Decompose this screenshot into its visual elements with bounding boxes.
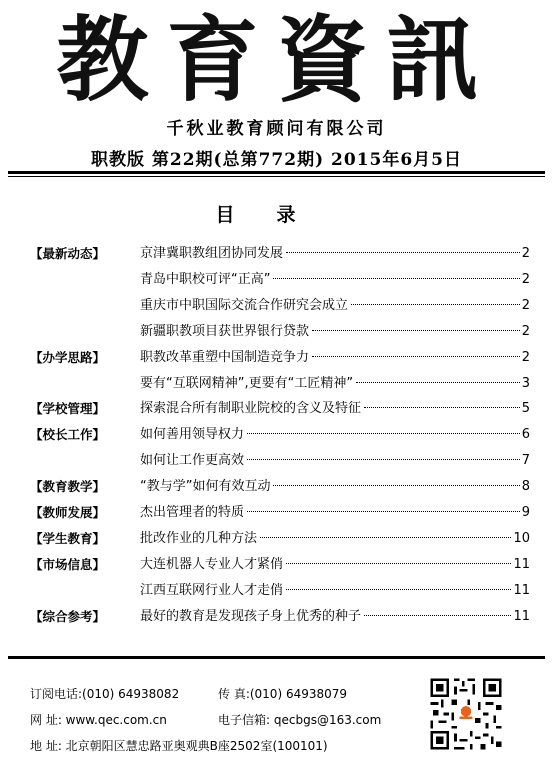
toc-page-number: 11 <box>513 608 530 624</box>
toc-page-number: 11 <box>513 582 530 598</box>
toc-entry-title: 京津冀职教组团协同发展 <box>140 246 284 261</box>
toc-page-number: 11 <box>513 556 530 572</box>
toc-entry-link[interactable] <box>140 269 530 291</box>
toc-entry-title: 如何善用领导权力 <box>140 427 245 443</box>
toc-row <box>30 321 530 343</box>
toc-category: 【学生教育】 <box>30 530 106 546</box>
toc-leader-dots <box>312 330 520 331</box>
toc-page-number: 2 <box>521 246 530 261</box>
header-divider-thin <box>8 176 545 177</box>
toc-entry-title: 最好的教育是发现孩子身上优秀的种子 <box>140 608 362 624</box>
toc-leader-dots <box>260 537 511 538</box>
toc-category: 【办学思路】 <box>30 349 106 365</box>
toc-entry-title: 重庆市中职国际交流合作研究会成立 <box>140 297 349 313</box>
company-name: 千秋业教育顾问有限公司 <box>166 119 387 139</box>
toc-leader-dots <box>247 433 520 434</box>
toc-leader-dots <box>247 459 520 460</box>
toc-page-number: 5 <box>521 401 530 417</box>
toc-page-number: 2 <box>521 297 530 313</box>
toc-category: 【教育教学】 <box>30 479 106 495</box>
toc-entry-link[interactable] <box>140 580 530 602</box>
toc-entry-link[interactable] <box>140 398 530 420</box>
toc-title: 目录 <box>215 204 338 226</box>
toc-page-number: 8 <box>521 479 530 495</box>
toc-entry-title: 江西互联网行业人才走俏 <box>140 582 284 598</box>
toc-row <box>30 424 530 446</box>
toc-leader-dots <box>364 407 520 408</box>
toc-row <box>30 554 530 576</box>
toc-row <box>30 398 530 420</box>
contact-email[interactable]: 电子信箱: qecbgs@163.com <box>218 713 382 727</box>
toc-page-number: 2 <box>521 323 530 339</box>
toc-page-number: 6 <box>521 427 530 443</box>
toc-row <box>30 476 530 498</box>
toc-entry-title: 如何让工作更高效 <box>140 453 245 469</box>
toc-leader-dots <box>286 589 511 590</box>
toc-page-number: 3 <box>521 375 530 391</box>
toc-entry-title: “教与学”如何有效互动 <box>140 479 271 495</box>
toc-row <box>30 347 530 369</box>
toc-row <box>30 373 530 395</box>
masthead-title: 教育資訊 <box>56 6 497 114</box>
toc-entry-link[interactable] <box>140 502 530 524</box>
qr-code-icon <box>428 676 504 752</box>
toc-entry-link[interactable] <box>140 450 530 472</box>
toc-page-number: 10 <box>513 530 530 546</box>
toc-leader-dots <box>356 382 520 383</box>
toc-row <box>30 269 530 291</box>
toc-entry-link[interactable] <box>140 528 530 550</box>
header-divider <box>8 171 545 174</box>
toc-entry-link[interactable] <box>140 373 530 395</box>
toc-leader-dots <box>286 563 511 564</box>
toc-leader-dots <box>286 252 520 253</box>
toc-category: 【校长工作】 <box>30 427 106 443</box>
contact-phone: 订阅电话:(010) 64938082 <box>30 687 180 701</box>
toc-entry-link[interactable] <box>140 476 530 498</box>
toc-entry-link[interactable] <box>140 243 530 265</box>
toc-category: 【学校管理】 <box>30 401 106 417</box>
toc-entry-title: 批改作业的几种方法 <box>140 530 258 546</box>
toc-category: 【最新动态】 <box>30 246 106 261</box>
contact-fax: 传 真:(010) 64938079 <box>218 687 348 701</box>
toc-category: 【市场信息】 <box>30 556 106 572</box>
toc-category: 【教师发展】 <box>30 505 106 520</box>
toc-row <box>30 243 530 265</box>
footer-divider <box>8 656 545 659</box>
toc-leader-dots <box>247 511 520 512</box>
toc-entry-link[interactable] <box>140 321 530 343</box>
issue-info: 职教版 第22期(总第772期) 2015年6月5日 <box>90 150 463 170</box>
toc-leader-dots <box>364 615 511 616</box>
toc-leader-dots <box>312 356 520 357</box>
toc-category: 【综合参考】 <box>30 608 106 624</box>
toc-row <box>30 606 530 628</box>
toc-row <box>30 450 530 472</box>
toc-row <box>30 502 530 524</box>
toc-entry-link[interactable] <box>140 295 530 317</box>
toc-row <box>30 295 530 317</box>
toc-entry-title: 大连机器人专业人才紧俏 <box>140 556 284 572</box>
toc-page-number: 9 <box>521 505 530 520</box>
toc-entry-link[interactable] <box>140 606 530 628</box>
toc-page-number: 7 <box>521 453 530 469</box>
toc-entry-title: 杰出管理者的特质 <box>140 505 245 520</box>
toc-entry-title: 新疆职教项目获世界银行贷款 <box>140 323 310 339</box>
toc-page-number: 2 <box>521 271 530 287</box>
toc-leader-dots <box>273 278 519 279</box>
toc-leader-dots <box>273 485 519 486</box>
contact-website[interactable]: 网 址: www.qec.com.cn <box>30 713 167 727</box>
toc-row <box>30 528 530 550</box>
contact-address: 地 址: 北京朝阳区慧忠路亚奥观典B座2502室(100101) <box>30 739 328 753</box>
toc-entry-title: 探索混合所有制职业院校的含义及特征 <box>140 401 362 417</box>
toc-entry-title: 职教改革重塑中国制造竞争力 <box>140 349 310 365</box>
toc-entry-link[interactable] <box>140 424 530 446</box>
toc-leader-dots <box>351 304 520 305</box>
toc-entry-title: 青岛中职校可评“正高” <box>140 271 271 287</box>
toc-entry-title: 要有“互联网精神”,更要有“工匠精神” <box>140 375 354 391</box>
toc-entry-link[interactable] <box>140 554 530 576</box>
toc-page-number: 2 <box>521 349 530 365</box>
toc-entry-link[interactable] <box>140 347 530 369</box>
toc-row <box>30 580 530 602</box>
